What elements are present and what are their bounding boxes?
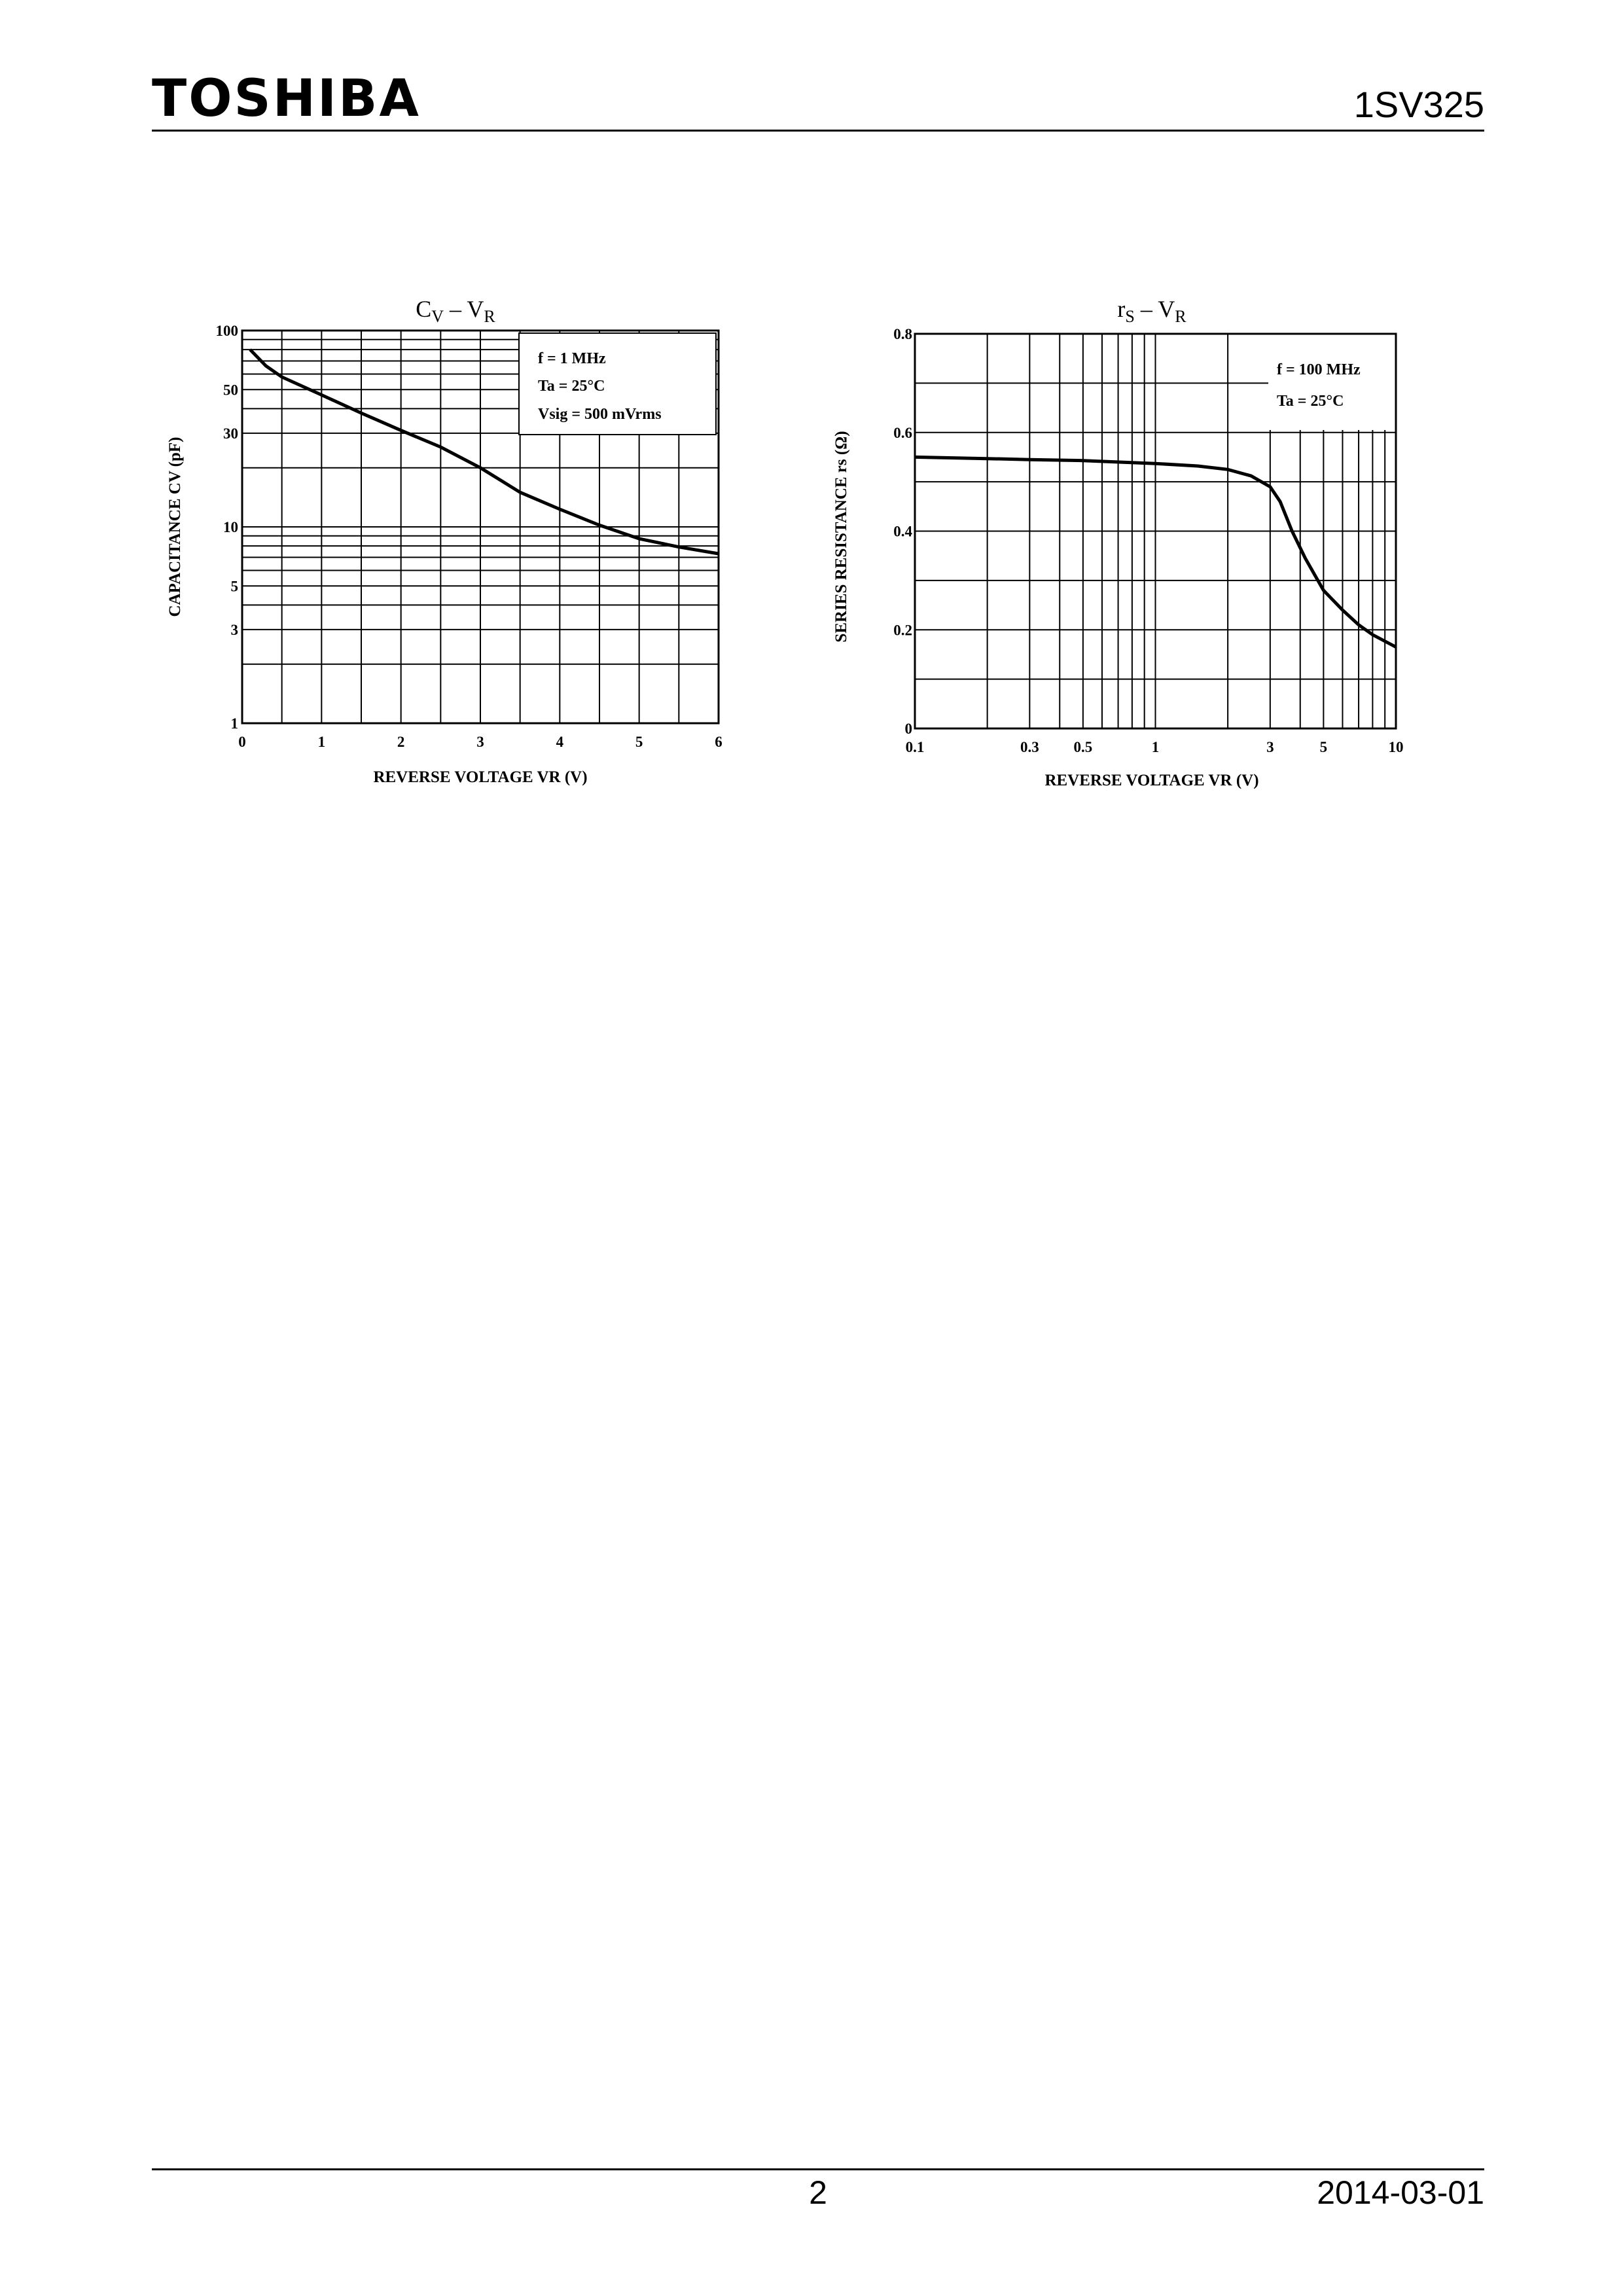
chart2-x-tick: 10 [1388,739,1404,755]
chart1-x-tick: 2 [397,734,405,750]
chart1-y-axis-label: CAPACITANCE CV (pF) [166,437,184,617]
chart1-x-tick: 4 [556,734,564,750]
chart2-x-tick: 5 [1319,739,1328,755]
chart1-y-tick: 1 [230,715,238,732]
chart2-y-tick: 0.6 [893,424,912,441]
chart1-x-tick: 6 [715,734,722,750]
chart1-y-tick: 30 [223,425,238,442]
page-number: 2 [809,2174,827,2211]
chart1-x-tick: 5 [635,734,643,750]
chart2-y-tick: 0.4 [893,523,912,540]
chart2-condition-temp: Ta = 25°C [1277,393,1344,410]
chart1-x-tick: 1 [317,734,326,750]
chart1-condition-freq: f = 1 MHz [538,350,606,367]
chart1-y-tick: 10 [223,519,238,535]
chart1-y-tick: 3 [230,621,238,638]
revision-date: 2014-03-01 [1317,2174,1484,2211]
chart1-y-tick: 100 [215,323,238,339]
chart2-conditions-box [1268,333,1395,430]
chart2-x-tick: 0.5 [1073,739,1093,755]
chart1-x-axis-label: REVERSE VOLTAGE VR (V) [373,768,588,786]
chart2-x-tick: 0.1 [905,739,925,755]
chart2-x-tick: 3 [1266,739,1274,755]
chart2-x-tick: 0.3 [1020,739,1039,755]
chart1-title: $C_V - V_R$ [416,296,495,326]
chart2-condition-freq: f = 100 MHz [1277,361,1361,378]
chart2-y-tick: 0 [904,721,912,737]
chart1-x-tick: 0 [238,734,246,750]
chart1-x-tick: 3 [476,734,484,750]
chart1-y-tick: 50 [223,382,238,399]
chart2-x-tick: 1 [1151,739,1160,755]
footer-rule [152,2168,1484,2170]
chart2-x-axis-label: REVERSE VOLTAGE VR (V) [1044,772,1259,789]
chart2-title: $r_S - V_R$ [1117,296,1186,326]
brand-logo: TOSHIBA [152,69,421,128]
chart1-condition-vsig: Vsig = 500 mVrms [538,406,662,423]
part-number: 1SV325 [1353,84,1484,125]
chart1-condition-temp: Ta = 25°C [538,378,605,395]
chart1-y-tick: 5 [230,578,238,595]
chart2-y-tick: 0.2 [893,622,912,639]
chart2-y-tick: 0.8 [893,326,912,342]
chart2-y-axis-label: SERIES RESISTANCE rs (Ω) [832,431,850,643]
